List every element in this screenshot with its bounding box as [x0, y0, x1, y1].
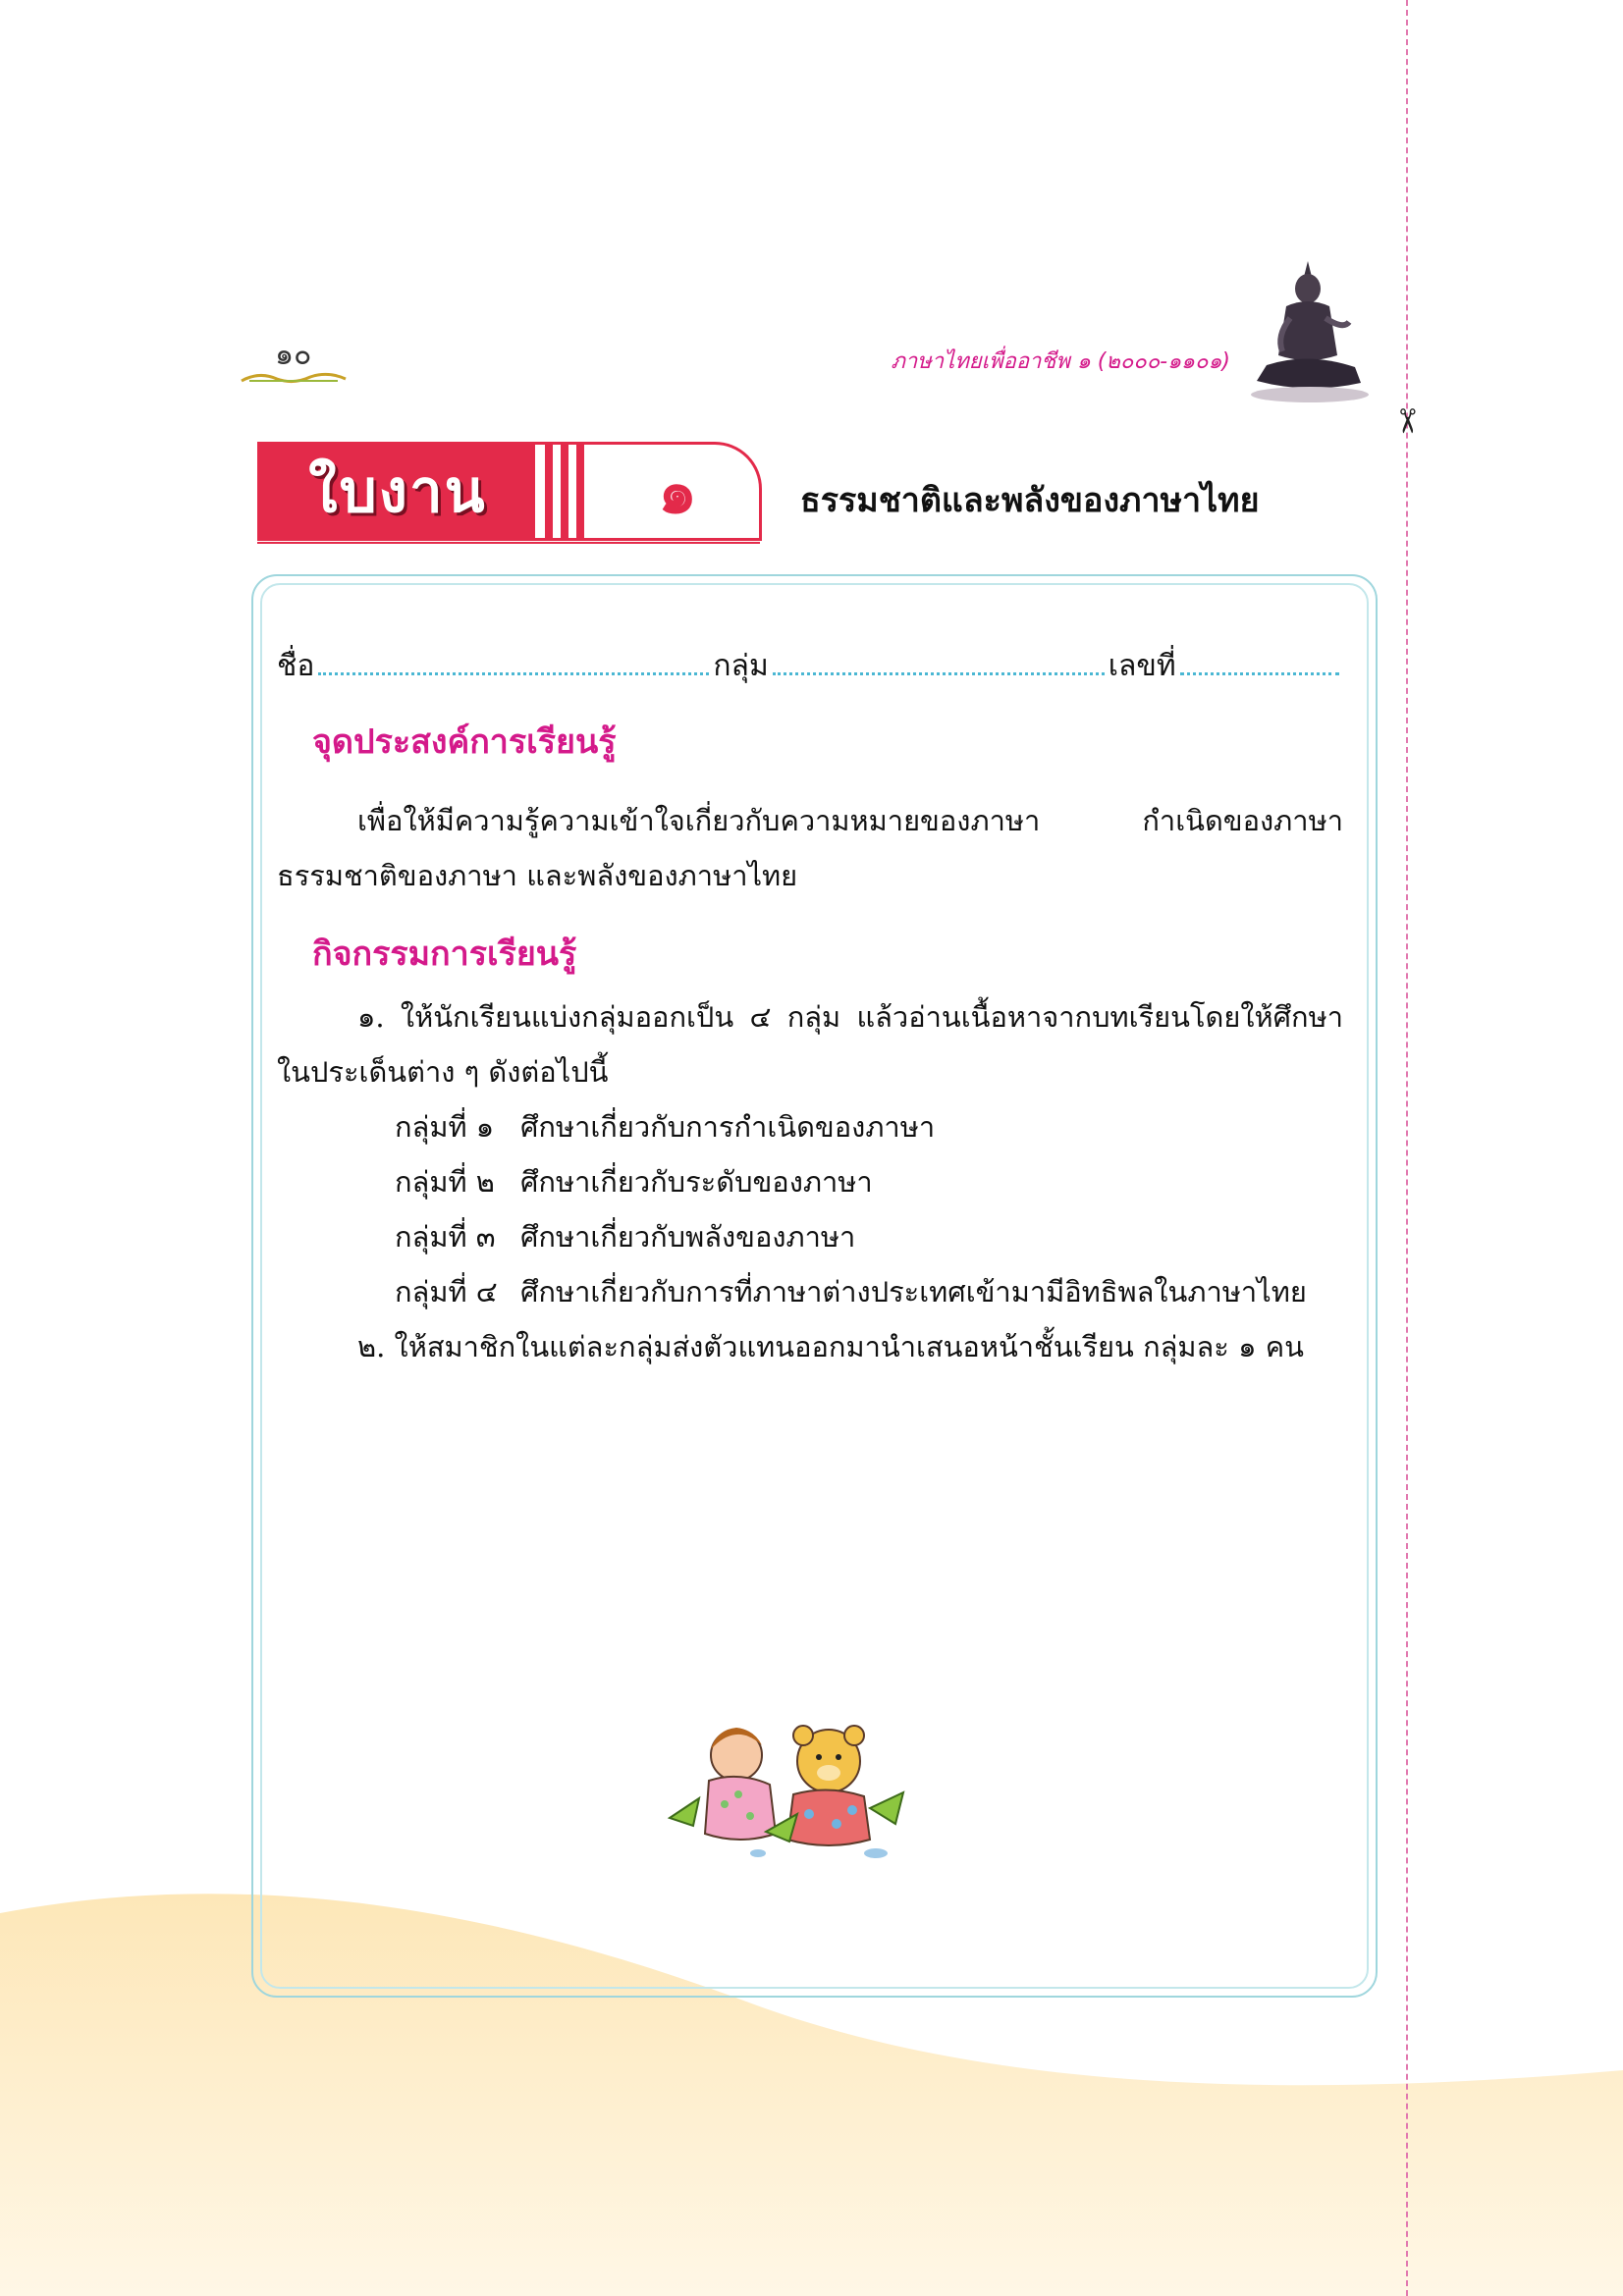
group-topic: ศึกษาเกี่ยวกับการกำเนิดของภาษา — [520, 1110, 936, 1144]
worksheet-title: ธรรมชาติและพลังของภาษาไทย — [800, 481, 1260, 520]
group-field[interactable] — [773, 643, 1105, 675]
buddha-statue-image — [1247, 257, 1375, 404]
group-label: กลุ่ม — [713, 649, 769, 683]
number-field[interactable] — [1180, 643, 1339, 675]
group-list — [395, 1099, 1307, 1319]
group-topic: ศึกษาเกี่ยวกับการที่ภาษาต่างประเทศเข้ามามีอิทธิพลในภาษาไทย — [520, 1275, 1307, 1308]
number-label: เลขที่ — [1108, 649, 1176, 683]
worksheet-number: ๑ — [658, 454, 697, 527]
group-number: กลุ่มที่ ๒ — [395, 1165, 495, 1199]
ornament-icon — [240, 369, 348, 385]
name-field[interactable] — [318, 643, 709, 675]
list-item — [395, 1154, 1307, 1209]
group-number: กลุ่มที่ ๑ — [395, 1110, 495, 1144]
name-label: ชื่อ — [277, 649, 315, 683]
cut-line — [1406, 0, 1408, 2296]
list-item — [395, 1209, 1307, 1264]
list-item — [395, 1099, 1307, 1154]
group-topic: ศึกษาเกี่ยวกับระดับของภาษา — [520, 1165, 873, 1199]
group-topic: ศึกษาเกี่ยวกับพลังของภาษา — [520, 1220, 856, 1254]
group-number: กลุ่มที่ ๓ — [395, 1220, 496, 1254]
badge-divider — [535, 445, 594, 538]
activity-heading: กิจกรรมการเรียนรู้ — [312, 934, 577, 974]
activity-step-2: ๒. ให้สมาชิกในแต่ละกลุ่มส่งตัวแทนออกมานำเสนอหน้าชั้นเรียน กลุ่มละ ๑ คน — [357, 1330, 1304, 1363]
objective-heading: จุดประสงค์การเรียนรู้ — [312, 722, 617, 762]
worksheet-badge — [257, 442, 762, 541]
activity-step-1: ๑. ให้นักเรียนแบ่งกลุ่มออกเป็น ๔ กลุ่ม แล้วอ่านเนื้อหาจากบทเรียนโดยให้ศึกษาในประเด็นต่าง ๆ ดังต่อไปนี้ — [277, 1000, 1343, 1089]
objective-text: เพื่อให้มีความรู้ความเข้าใจเกี่ยวกับความหมายของภาษา กำเนิดของภาษา ธรรมชาติของภาษา และพลังของภาษาไทย — [277, 804, 1343, 892]
scissors-icon: ✂ — [1386, 406, 1427, 436]
badge-word: ใบงาน — [308, 457, 487, 526]
title-underline — [257, 538, 760, 546]
list-item — [395, 1264, 1307, 1319]
kids-illustration — [660, 1716, 925, 1863]
badge-label-box — [260, 445, 535, 538]
page-number: ๑๐ — [275, 338, 312, 372]
running-header: ภาษาไทยเพื่ออาชีพ ๑ (๒๐๐๐-๑๑๐๑) — [891, 349, 1230, 374]
group-number: กลุ่มที่ ๔ — [395, 1275, 498, 1308]
student-info-row — [277, 643, 1343, 689]
